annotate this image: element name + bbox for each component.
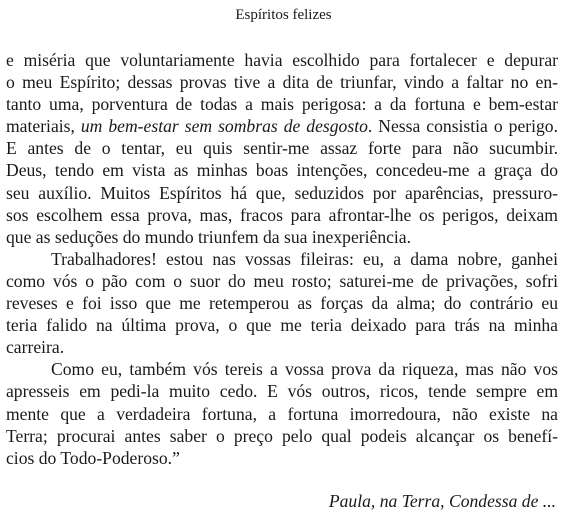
text-line: Deus, tendo em vista as minhas boas intenções, concedeu-me a graça do (6, 160, 558, 181)
signature: Paula, na Terra, Condessa de ... (328, 491, 556, 511)
text-line: teria falido na última prova, o que me teria deixado para trás na minha (6, 315, 558, 336)
paragraph-1 (6, 49, 558, 248)
text-line: Como eu, também vós tereis a vossa prova da riqueza, mas não vos (51, 359, 558, 380)
text-line: cios do Todo-Poderoso.” (6, 447, 180, 468)
text-line: como vós o pão com o suor do meu rosto; saturei-me de privações, sofri (6, 270, 558, 291)
text-line: E antes de o tentar, eu quis sentir-me assaz forte para não sucumbir. (6, 138, 558, 159)
text-line: que as seduções do mundo triunfem da sua inexperiência. (6, 226, 412, 247)
text-line: o meu Espírito; dessas provas tive a dita de triunfar, vindo a faltar no en- (6, 72, 558, 93)
text-line-with-emphasis (6, 115, 558, 137)
text-segment: . Nessa consistia o perigo. (367, 116, 558, 137)
text-line: apresseis em pedi-la muito cedo. E vós outros, ricos, tende sempre em (6, 381, 558, 402)
body-text (6, 49, 558, 469)
text-line: Terra; procurai antes saber o preço pelo qual podeis alcançar os benefí- (6, 425, 558, 446)
text-line: e miséria que voluntariamente havia escolhido para fortalecer e depurar (6, 50, 558, 70)
text-segment: materiais, (6, 116, 81, 137)
text-line: mente que a verdadeira fortuna, a fortuna imorredoura, não existe na (6, 403, 558, 424)
paragraph-3 (6, 358, 558, 468)
running-head: Espíritos felizes (235, 7, 332, 23)
paragraph-2 (6, 248, 558, 358)
text-line: reveses e foi isso que me retemperou as forças da alma; do contrário eu (6, 293, 558, 314)
text-line: seu auxílio. Muitos Espíritos há que, seduzidos por aparências, pressuro- (6, 182, 558, 203)
text-line: tanto uma, porventura de todas a mais perigosa: a da fortuna e bem-estar (6, 94, 558, 115)
text-line: Trabalhadores! estou nas vossas fileiras: eu, a dama nobre, ganhei (51, 248, 558, 269)
emphasis-text: um bem-estar sem sombras de desgosto (80, 116, 368, 137)
text-line: carreira. (6, 337, 65, 358)
text-line: sos escolhem essa prova, mas, fracos para afrontar-lhe os perigos, deixam (6, 204, 558, 225)
